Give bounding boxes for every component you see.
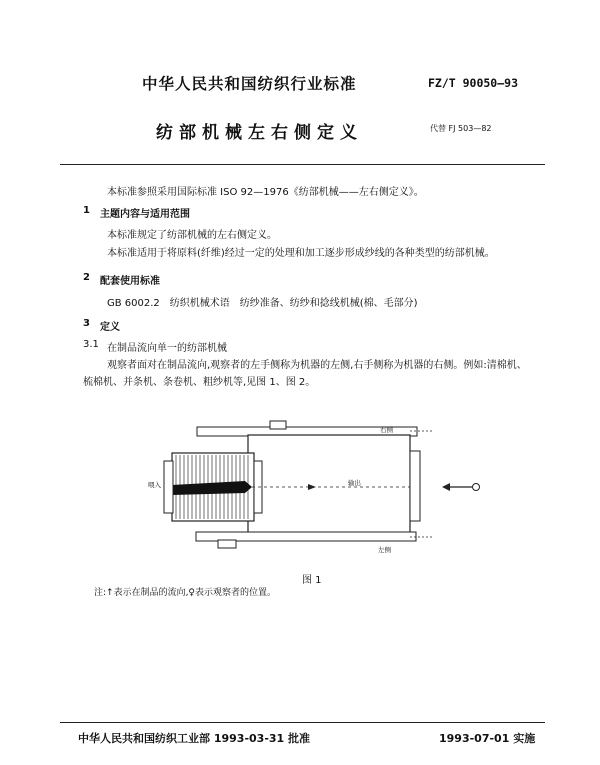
observer-icon xyxy=(473,484,480,491)
label-feed-in: 喂入 xyxy=(148,481,161,489)
machine-frame xyxy=(248,435,410,538)
section-3-1-para-line-1: 观察者面对在制品流向,观察者的左手侧称为机器的左侧,右手侧称为机器的右侧。例如:清棉机、 xyxy=(107,360,527,371)
section-3-title: 定义 xyxy=(100,322,120,333)
standard-code: FZ/T 90050—93 xyxy=(428,76,519,90)
replaces-note: 代替 FJ 503—82 xyxy=(430,124,492,133)
standard-org-title: 中华人民共和国纺织行业标准 xyxy=(142,75,357,93)
approval-line: 中华人民共和国纺织工业部 1993-03-31 批准 xyxy=(78,732,311,745)
figure-note: 注:↑表示在制品的流向,♀表示观察者的位置。 xyxy=(94,588,277,598)
section-2-number: 2 xyxy=(83,272,90,283)
section-3-number: 3 xyxy=(83,318,90,329)
section-3-1-title: 在制品流向单一的纺部机械 xyxy=(107,343,227,354)
right-shaft xyxy=(410,451,420,521)
section-2-para-1: GB 6002.2 纺织机械术语 纺纱准备、纺纱和捻线机械(棉、毛部分) xyxy=(107,298,418,309)
figure-caption: 图 1 xyxy=(302,575,322,586)
label-output: 输出 xyxy=(348,479,361,487)
intro-paragraph: 本标准参照采用国际标准 ISO 92—1976《纺部机械——左右侧定义》。 xyxy=(107,187,424,198)
observer-arrow-icon xyxy=(442,483,450,491)
label-right-side: 右侧 xyxy=(380,426,393,434)
top-roller-cap xyxy=(270,421,286,429)
label-left-side: 左侧 xyxy=(378,546,391,554)
effective-date: 1993-07-01 实施 xyxy=(439,732,536,745)
section-2-title: 配套使用标准 xyxy=(100,276,160,287)
section-3-1-para-line-2: 梳棉机、并条机、条卷机、粗纱机等,见图 1、图 2。 xyxy=(83,377,316,388)
footer-rule xyxy=(60,722,545,723)
document-title: 纺部机械左右侧定义 xyxy=(156,123,363,143)
section-1-number: 1 xyxy=(83,205,90,216)
section-1-para-2: 本标准适用于将原料(纤维)经过一定的处理和加工逐步形成纱线的各种类型的纺部机械。 xyxy=(107,248,495,259)
section-3-1-number: 3.1 xyxy=(83,339,99,350)
bottom-roller-cap xyxy=(218,540,236,548)
section-1-para-1: 本标准规定了纺部机械的左右侧定义。 xyxy=(107,230,277,241)
header-rule xyxy=(60,164,545,165)
figure-1-diagram xyxy=(140,415,500,555)
drum-end-left xyxy=(164,461,173,513)
section-1-title: 主题内容与适用范围 xyxy=(100,209,190,220)
